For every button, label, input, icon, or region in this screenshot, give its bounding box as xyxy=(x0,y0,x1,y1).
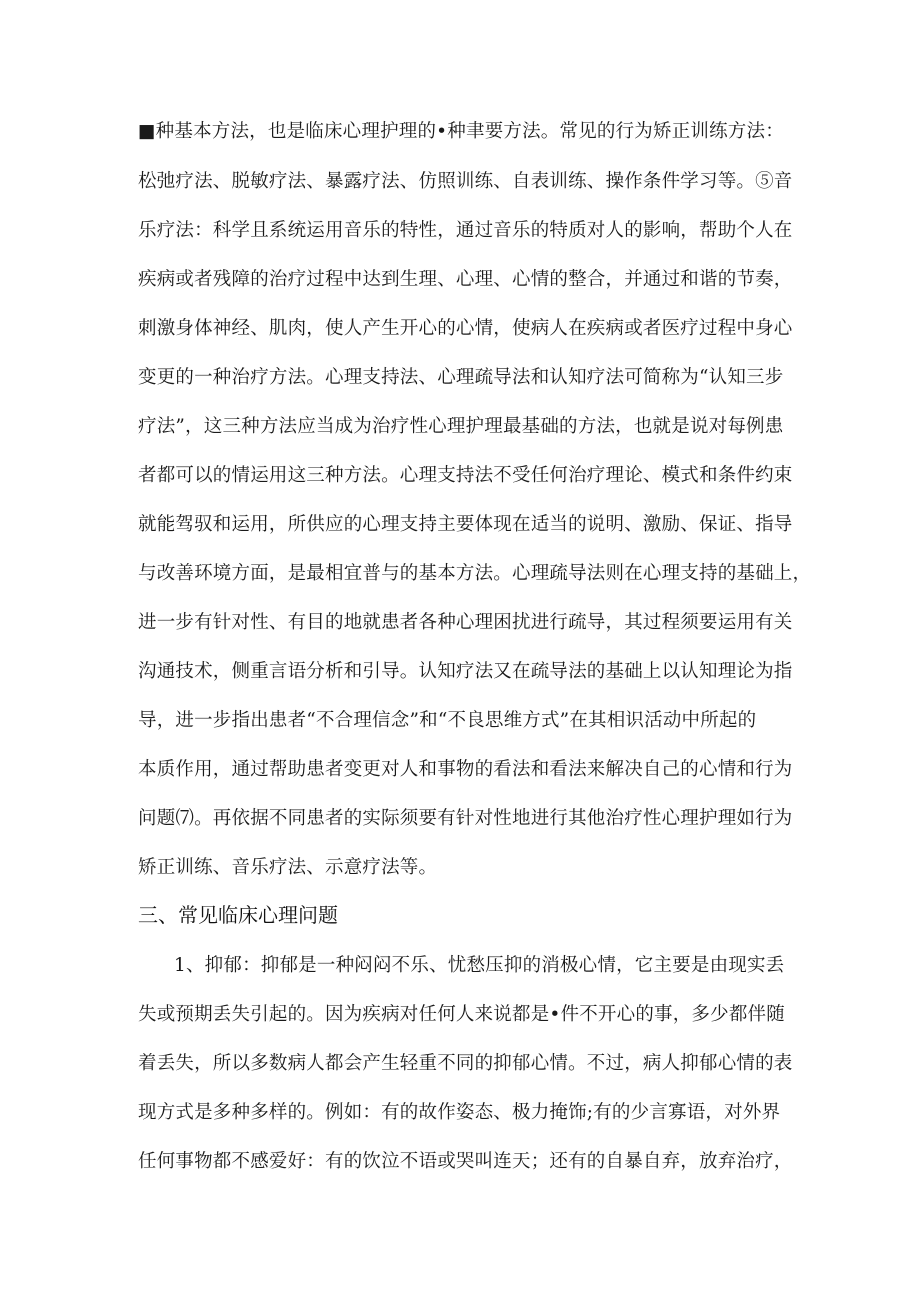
paragraph-1-line-4: 疾病或者残障的治疗过程中达到生理、心理、心情的整合，并通过和谐的节奏， xyxy=(138,269,793,290)
section-heading: 三、常见临床心理问题 xyxy=(138,903,338,927)
paragraph-1-line-12: 沟通技术，侧重言语分析和引导。认知疗法又在疏导法的基础上以认知理论为指 xyxy=(138,661,793,682)
paragraph-1-line-6: 变更的一种治疗方法。心理支持法、心理疏导法和认知疗法可简称为“认知三步 xyxy=(138,367,784,388)
paragraph-1-line-10: 与改善环境方面，是最相宜普与的基本方法。心理疏导法则在心理支持的基础上， xyxy=(138,563,812,584)
paragraph-1-line-7: 疗法”，这三种方法应当成为治疗性心理护理最基础的方法，也就是说对每例患 xyxy=(138,416,784,437)
paragraph-2-line-4: 现方式是多种多样的。例如：有的故作姿态、极力掩饰;有的少言寡语，对外界 xyxy=(138,1102,781,1123)
paragraph-1-line-3: 乐疗法：科学且系统运用音乐的特性，通过音乐的特质对人的影响，帮助个人在 xyxy=(138,220,793,241)
paragraph-1-line-2: 松弛疗法、脱敏疗法、暴露疗法、仿照训练、自表训练、操作条件学习等。⑤音 xyxy=(138,171,793,192)
paragraph-2-line-2: 失或预期丢失引起的。因为疾病对任何人来说都是•件不开心的事，多少都伴随 xyxy=(138,1004,785,1025)
paragraph-1-line-1: ■种基本方法，也是临床心理护理的•种聿要方法。常见的行为矫正训练方法： xyxy=(138,121,784,142)
paragraph-1-line-5: 刺激身体神经、肌肉，使人产生开心的心情，使病人在疾病或者医疗过程中身心 xyxy=(138,318,793,339)
paragraph-2-line-3: 着丢失，所以多数病人都会产生轻重不同的抑郁心情。不过，病人抑郁心情的表 xyxy=(138,1053,793,1074)
paragraph-1-line-11: 进一步有针对性、有目的地就患者各种心理困扰进行疏导，其过程须要运用有关 xyxy=(138,612,793,633)
paragraph-2-line-5: 任何事物都不感爱好：有的饮泣不语或哭叫连天；还有的自暴自弃，放弃治疗， xyxy=(138,1151,793,1172)
paragraph-1-line-9: 就能驾驭和运用，所供应的心理支持主要体现在适当的说明、激励、保证、指导 xyxy=(138,514,793,535)
paragraph-1-line-15: 问题⑺。再依据不同患者的实际须要有针对性地进行其他治疗性心理护理如行为 xyxy=(138,808,793,829)
paragraph-1-line-16: 矫正训练、音乐疗法、示意疗法等。 xyxy=(138,857,438,878)
paragraph-1-line-14: 本质作用，通过帮助患者变更对人和事物的看法和看法来解决自己的心情和行为 xyxy=(138,759,793,780)
paragraph-1-line-13: 导，进一步指出患者“不合理信念”和“不良思维方式”在其相识活动中所起的 xyxy=(138,710,757,731)
paragraph-1-line-8: 者都可以的情运用这三种方法。心理支持法不受任何治疗理论、模式和条件约束 xyxy=(138,465,793,486)
paragraph-2-line-1: 1、抑郁：抑郁是一种闷闷不乐、忧愁压抑的消极心情，它主要是由现实丢 xyxy=(174,955,785,976)
